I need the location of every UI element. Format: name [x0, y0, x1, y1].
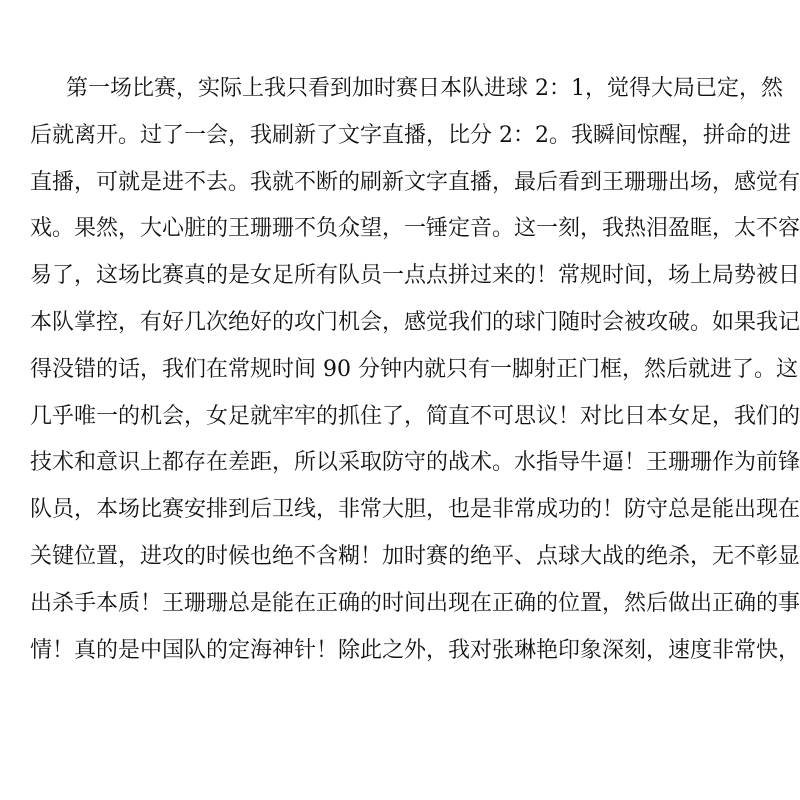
- text-line: 队员，本场比赛安排到后卫线，非常大胆，也是非常成功的！防守总是能出现在: [30, 497, 800, 523]
- text-line: 戏。果然，大心脏的王珊珊不负众望，一锤定音。这一刻，我热泪盈眶，太不容: [30, 216, 800, 242]
- text-line: 出杀手本质！王珊珊总是能在正确的时间出现在正确的位置，然后做出正确的事: [30, 590, 800, 616]
- article-body: [30, 66, 800, 674]
- text-line: 技术和意识上都存在差距，所以采取防守的战术。水指导牛逼！王珊珊作为前锋: [30, 450, 800, 476]
- text-line: 易了，这场比赛真的是女足所有队员一点点拼过来的！常规时间，场上局势被日: [30, 263, 800, 289]
- text-line: 第一场比赛，实际上我只看到加时赛日本队进球 2：1，觉得大局已定，然: [66, 76, 783, 101]
- text-line: 情！真的是中国队的定海神针！除此之外，我对张琳艳印象深刻，速度非常快，: [30, 637, 800, 663]
- text-line: 后就离开。过了一会，我刷新了文字直播，比分 2：2。我瞬间惊醒，拼命的进: [30, 122, 791, 148]
- text-line: 几乎唯一的机会，女足就牢牢的抓住了，简直不可思议！对比日本女足，我们的: [30, 403, 800, 429]
- text-line: 得没错的话，我们在常规时间 90 分钟内就只有一脚射正门框，然后就进了。这: [30, 356, 798, 382]
- text-line: 直播，可就是进不去。我就不断的刷新文字直播，最后看到王珊珊出场，感觉有: [30, 169, 800, 195]
- text-line: 本队掌控，有好几次绝好的攻门机会，感觉我们的球门随时会被攻破。如果我记: [30, 309, 800, 335]
- text-line: 关键位置，进攻的时候也绝不含糊！加时赛的绝平、点球大战的绝杀，无不彰显: [30, 543, 800, 569]
